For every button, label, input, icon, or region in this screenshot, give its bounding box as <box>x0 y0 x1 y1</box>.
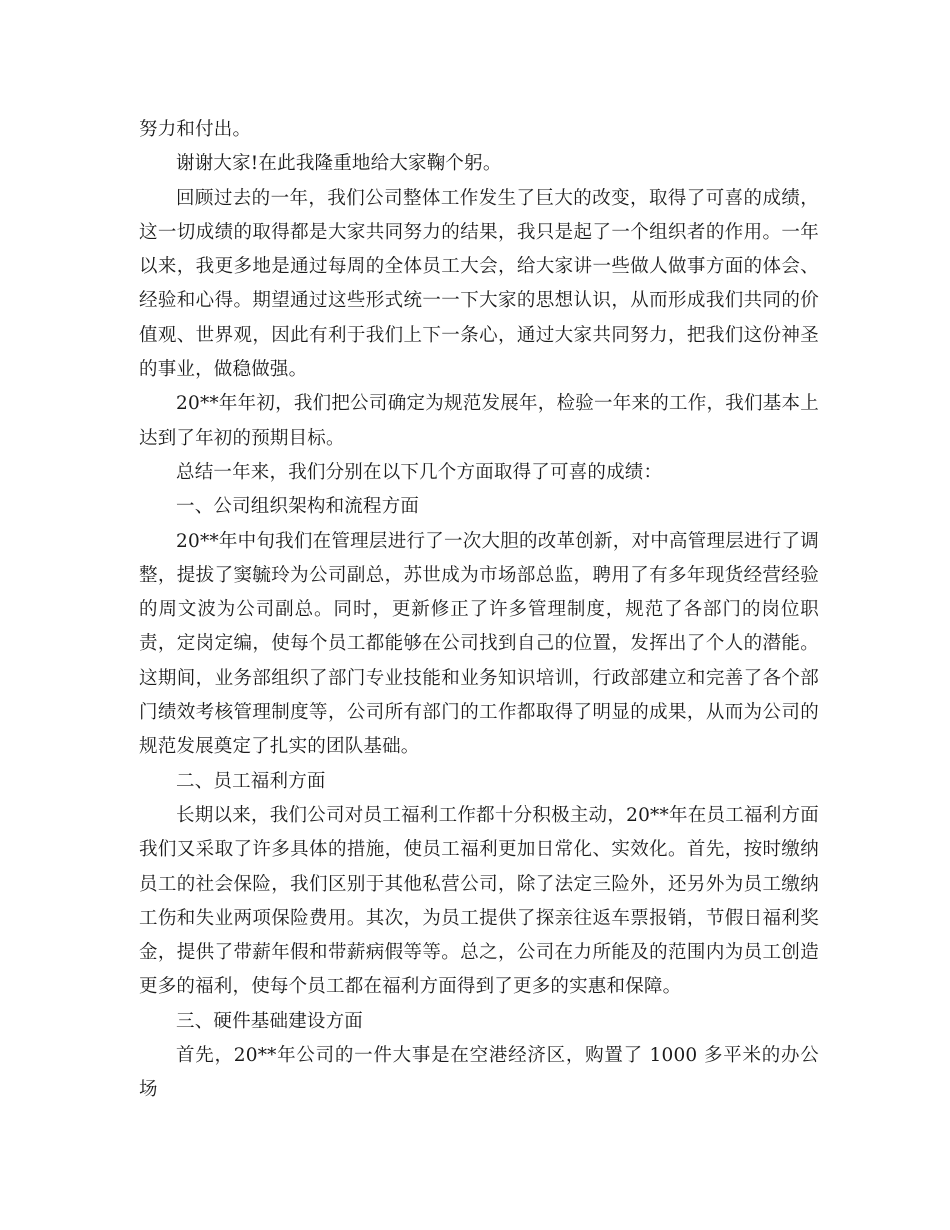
section-heading-3: 三、硬件基础建设方面 <box>176 1010 364 1032</box>
paragraph-3: 回顾过去的一年，我们公司整体工作发生了巨大的改变，取得了可喜的成绩，这一切成绩的取得都是大家共同努力的结果，我只是起了一个组织者的作用。一年以来，我更多地是通过每周的全体员工大会，给大家讲一些做人做事方面的体会、经验和心得。期望通过这些形式统一一下大家的思想认识，从而形成我们共同的价值观、世界观，因此有利于我们上下一条心，通过大家共同努力，把我们这份神圣的事业，做稳做强。 <box>139 187 819 381</box>
paragraph-4: 20**年年初，我们把公司确定为规范发展年，检验一年来的工作，我们基本上达到了年初的预期目标。 <box>139 393 819 449</box>
section-heading-1: 一、公司组织架构和流程方面 <box>176 496 420 518</box>
paragraph-8: 首先，20**年公司的一件大事是在空港经济区，购置了 1000 多平米的办公场 <box>139 1045 819 1101</box>
paragraph-5: 总结一年来，我们分别在以下几个方面取得了可喜的成绩： <box>176 461 663 483</box>
paragraph-2: 谢谢大家!在此我隆重地给大家鞠个躬。 <box>176 153 502 175</box>
paragraph-6: 20**年中旬我们在管理层进行了一次大胆的改革创新，对中高管理层进行了调整，提拔了窦毓玲为公司副总，苏世成为市场部总监，聘用了有多年现货经营经验的周文波为公司副总。同时，更新修正了许多管理制度，规范了各部门的岗位职责，定岗定编，使每个员工都能够在公司找到自己的位置，发挥出了个人的潜能。这期间，业务部组织了部门专业技能和业务知识培训，行政部建立和完善了各个部门绩效考核管理制度等，公司所有部门的工作都取得了明显的成果，从而为公司的规范发展奠定了扎实的团队基础。 <box>139 530 819 758</box>
paragraph-1: 努力和付出。 <box>139 119 252 140</box>
paragraph-7: 长期以来，我们公司对员工福利工作都十分积极主动，20**年在员工福利方面我们又采取了许多具体的措施，使员工福利更加日常化、实效化。首先，按时缴纳员工的社会保险，我们区别于其他私营公司，除了法定三险外，还另外为员工缴纳工伤和失业两项保险费用。其次，为员工提供了探亲往返车票报销，节假日福利奖金，提供了带薪年假和带薪病假等等。总之，公司在力所能及的范围内为员工创造更多的福利，使每个员工都在福利方面得到了更多的实惠和保障。 <box>139 804 819 998</box>
document-body <box>139 113 819 1108</box>
section-heading-2: 二、员工福利方面 <box>176 770 326 792</box>
